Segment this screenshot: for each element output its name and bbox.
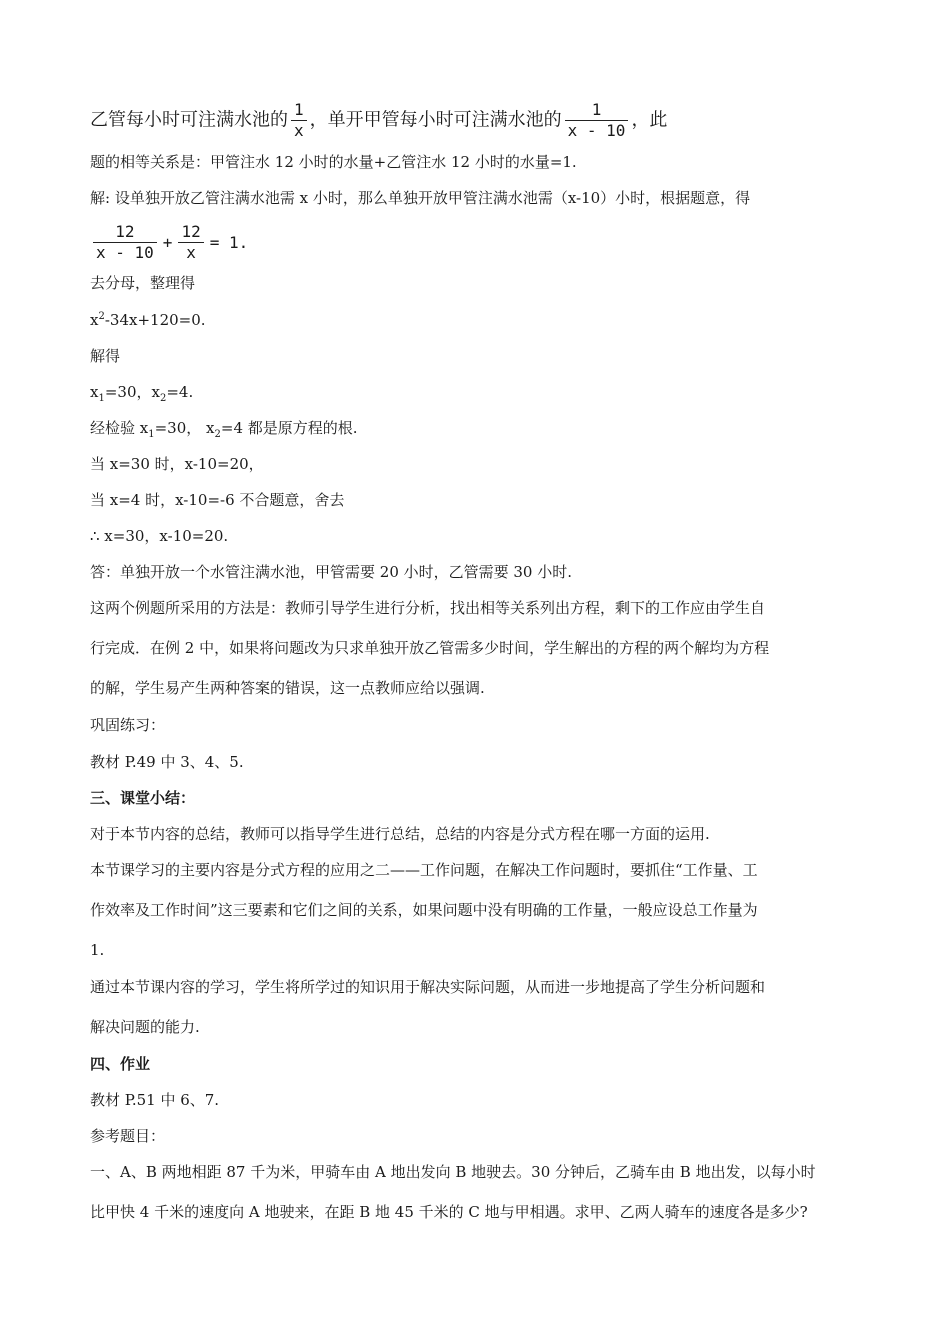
quadratic-line bbox=[90, 310, 206, 330]
solution-line: 解: 设单独开放乙管注满水池需 x 小时，那么单独开放甲管注满水池需（x-10）小时，根据题意，得 bbox=[90, 189, 751, 207]
relation-line: 题的相等关系是：甲管注水 12 小时的水量+乙管注水 12 小时的水量=1. bbox=[90, 153, 577, 171]
quad-rest: -34x+120=0. bbox=[104, 311, 206, 329]
therefore-line: ∴ x=30，x-10=20. bbox=[90, 527, 229, 545]
practice-heading: 巩固练习： bbox=[90, 716, 166, 734]
check-text-a: 经检验 x bbox=[90, 419, 149, 437]
fraction-one-over-x-minus-10 bbox=[565, 100, 629, 141]
solve-label: 解得 bbox=[90, 347, 121, 365]
fraction-numerator: 1 bbox=[591, 100, 602, 119]
problem-line-1: 一、A、B 两地相距 87 千为米，甲骑车由 A 地出发向 B 地驶去。30 分钟后，乙骑车由 B 地出发，以每小时 bbox=[90, 1163, 816, 1181]
fraction-12-over-x bbox=[178, 222, 203, 263]
section-3-heading: 三、课堂小结： bbox=[90, 789, 196, 807]
root-sub-2: 2 bbox=[159, 393, 167, 404]
plus-sign: + bbox=[162, 232, 173, 252]
intro-text-b: ，单开甲管每小时可注满水池的 bbox=[309, 109, 562, 131]
summary-line-6: 解决问题的能力. bbox=[90, 1018, 200, 1036]
fraction-denominator: x bbox=[291, 120, 307, 141]
intro-text-a: 乙管每小时可注满水池的 bbox=[90, 109, 288, 131]
case-2-line: 当 x=4 时，x-10=-6 不合题意，舍去 bbox=[90, 491, 345, 509]
method-line-2: 行完成．在例 2 中，如果将问题改为只求单独开放乙管需多少时间，学生解出的方程的两个解均为方程 bbox=[90, 639, 770, 657]
equals-one: = 1. bbox=[209, 232, 249, 252]
case-1-line: 当 x=30 时，x-10=20， bbox=[90, 455, 264, 473]
fraction-denominator: x - 10 bbox=[93, 242, 157, 263]
practice-reference: 教材 P.49 中 3、4、5. bbox=[90, 753, 244, 771]
check-line bbox=[90, 418, 358, 438]
quad-exponent: 2 bbox=[98, 311, 105, 322]
intro-line bbox=[90, 100, 667, 141]
fraction-numerator: 1 bbox=[294, 100, 304, 119]
summary-line-1: 对于本节内容的总结，教师可以指导学生进行总结，总结的内容是分式方程在哪一方面的运用. bbox=[90, 825, 710, 843]
check-sub-2: 2 bbox=[214, 429, 221, 440]
root-x: x bbox=[90, 383, 99, 401]
summary-line-4: 1. bbox=[90, 941, 105, 959]
fraction-one-over-x bbox=[291, 100, 307, 141]
equation-line bbox=[90, 222, 251, 263]
fraction-denominator: x bbox=[178, 242, 203, 263]
clear-denominator-line: 去分母，整理得 bbox=[90, 274, 196, 292]
root-sub-1: 1 bbox=[98, 393, 105, 404]
section-4-heading: 四、作业 bbox=[90, 1055, 151, 1073]
root-value-2: =4. bbox=[166, 383, 194, 401]
reference-heading: 参考题目： bbox=[90, 1127, 166, 1145]
check-sub-1: 1 bbox=[148, 429, 155, 440]
fraction-numerator: 12 bbox=[181, 222, 201, 241]
check-text-c: =4 都是原方程的根. bbox=[220, 419, 358, 437]
summary-line-5: 通过本节课内容的学习，学生将所学过的知识用于解决实际问题，从而进一步地提高了学生分析问题和 bbox=[90, 978, 766, 996]
summary-line-3: 作效率及工作时间”这三要素和它们之间的关系，如果问题中没有明确的工作量，一般应设总工作量为 bbox=[90, 901, 758, 919]
roots-line bbox=[90, 382, 193, 402]
fraction-numerator: 12 bbox=[115, 222, 135, 241]
quad-x: x bbox=[90, 311, 99, 329]
fraction-denominator: x - 10 bbox=[565, 120, 629, 141]
homework-line: 教材 P.51 中 6、7. bbox=[90, 1091, 220, 1109]
problem-line-2: 比甲快 4 千米的速度向 A 地驶来，在距 B 地 45 千米的 C 地与甲相遇。求甲、乙两人骑车的速度各是多少? bbox=[90, 1203, 808, 1221]
check-text-b: =30， x bbox=[154, 419, 215, 437]
intro-text-c: ，此 bbox=[631, 109, 668, 131]
root-value-1: =30，x bbox=[104, 383, 160, 401]
summary-line-2: 本节课学习的主要内容是分式方程的应用之二——工作问题，在解决工作问题时，要抓住“工作量、工 bbox=[90, 861, 758, 879]
fraction-12-over-x-minus-10 bbox=[93, 222, 157, 263]
answer-line: 答：单独开放一个水管注满水池，甲管需要 20 小时，乙管需要 30 小时. bbox=[90, 563, 573, 581]
method-line-3: 的解，学生易产生两种答案的错误，这一点教师应给以强调. bbox=[90, 679, 485, 697]
method-line-1: 这两个例题所采用的方法是：教师引导学生进行分析，找出相等关系列出方程，剩下的工作应由学生自 bbox=[90, 599, 766, 617]
